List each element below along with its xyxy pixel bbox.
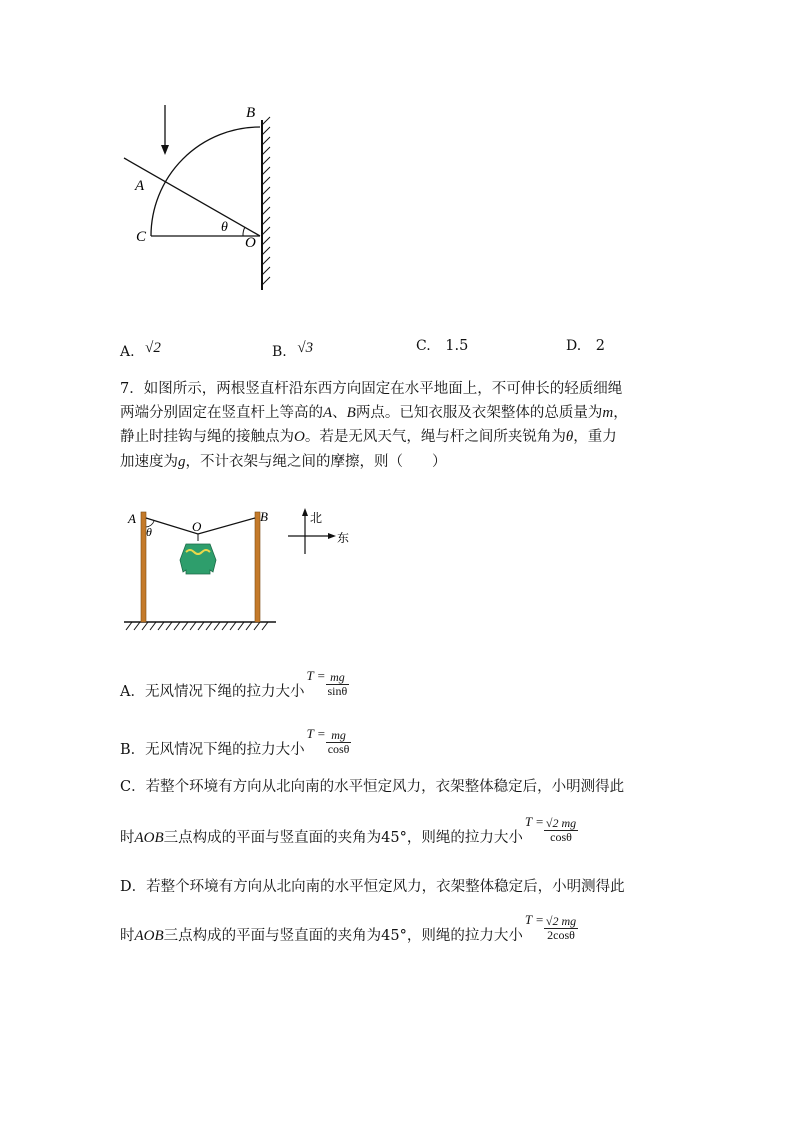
line-through-A	[124, 158, 260, 236]
q7-option-c-line2: 时AOB三点构成的平面与竖直面的夹角为45°，则绳的拉力大小T = $\frac{√2 mg}{\cos\theta}$	[120, 814, 577, 846]
compass-east-arrow	[328, 533, 336, 539]
q7-line-3: 静止时挂钩与绳的接触点为O。若是无风天气，绳与杆之间所夹锐角为θ，重力	[120, 429, 617, 445]
q7-option-d-line1: D．若整个环境有方向从北向南的水平恒定风力，衣架整体稳定后，小明测得此	[120, 879, 625, 895]
q6-option-c-value: 1.5	[445, 338, 469, 354]
figure-quarter-circle	[110, 95, 300, 300]
pole-B	[255, 512, 260, 622]
shirt	[180, 544, 216, 574]
label-B-2: B	[260, 509, 268, 524]
quarter-arc	[151, 127, 260, 236]
label-A: A	[135, 178, 145, 194]
label-north: 北	[310, 511, 323, 525]
wall-hatch	[262, 117, 270, 285]
q7-option-d-line2: 时AOB三点构成的平面与竖直面的夹角为45°，则绳的拉力大小T = $\frac{√2 mg}{2\cos\theta}$	[120, 912, 577, 944]
label-C: C	[136, 229, 147, 245]
q6-option-b-value: √3	[297, 340, 314, 356]
q6-option-b: B. √3	[272, 340, 314, 360]
q7-line-1: 7．如图所示，两根竖直杆沿东西方向固定在水平地面上，不可伸长的轻质细绳	[120, 381, 623, 397]
label-O: O	[245, 235, 256, 251]
q6-option-c: C. 1.5	[416, 338, 469, 354]
q6-option-d: D. 2	[566, 338, 606, 354]
force-arrowhead	[161, 145, 169, 155]
label-A-2: A	[128, 511, 136, 526]
figure-clothesline	[118, 500, 358, 635]
q6-option-d-value: 2	[595, 338, 606, 354]
compass-north-arrow	[302, 508, 308, 516]
ground-hatch	[126, 622, 268, 630]
q6-option-a: A. √2	[120, 340, 161, 360]
q6-option-a-value: √2	[145, 340, 161, 356]
label-B: B	[246, 105, 256, 121]
label-O-2: O	[192, 519, 202, 534]
label-east: 东	[337, 531, 350, 545]
label-theta-2: θ	[146, 525, 152, 539]
q7-line-4: 加速度为g，不计衣架与绳之间的摩擦，则（ ）	[120, 454, 447, 470]
label-theta: θ	[221, 220, 228, 235]
q7-option-c-line1: C．若整个环境有方向从北向南的水平恒定风力，衣架整体稳定后，小明测得此	[120, 779, 625, 795]
q7-option-a: A．无风情况下绳的拉力大小T = $\frac{mg}{\sin\theta}$	[120, 668, 348, 700]
q7-line-2: 两端分别固定在竖直杆上等高的A、B两点。已知衣服及衣架整体的总质量为m，	[120, 405, 628, 421]
q7-option-b: B．无风情况下绳的拉力大小T = $\frac{mg}{\cos\theta}$	[120, 726, 350, 758]
